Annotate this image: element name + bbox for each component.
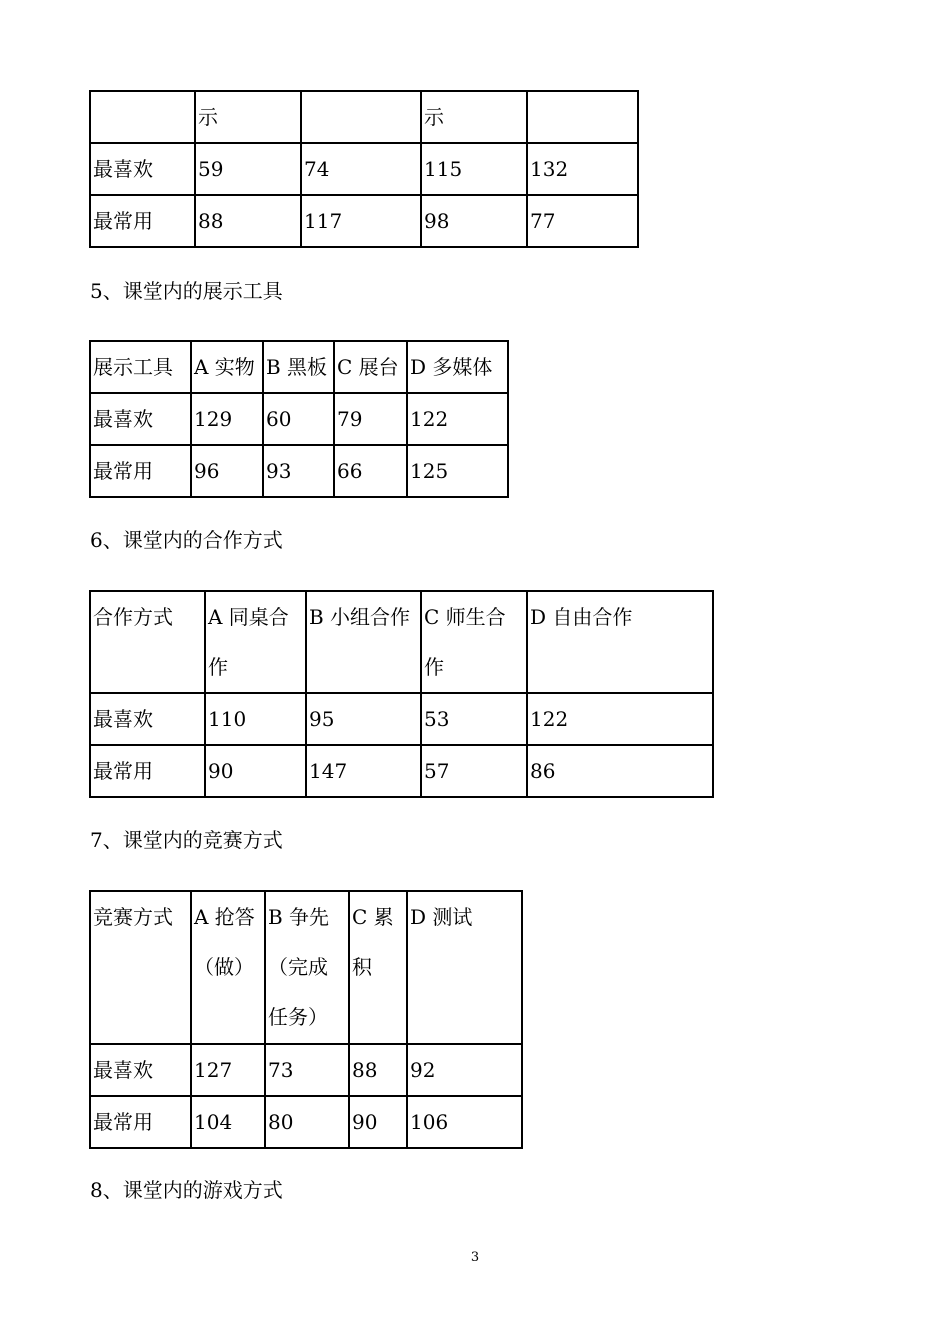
table-row (90, 445, 508, 497)
table-header-cell: 合作方式 (90, 591, 205, 693)
table-row (90, 195, 638, 247)
table-cell: 129 (191, 393, 263, 445)
table-display-tools (89, 340, 509, 498)
section-heading-competition: 7、课堂内的竞赛方式 (90, 828, 283, 852)
table-cell: 77 (527, 195, 638, 247)
table-cell: 90 (349, 1096, 407, 1148)
page-number: 3 (470, 1250, 480, 1265)
table-cell: 53 (421, 693, 527, 745)
table-cell: 117 (301, 195, 421, 247)
row-label: 最喜欢 (90, 143, 195, 195)
table-header-cell: A 抢答（做） (191, 891, 265, 1044)
table-header-cell: C 展台 (334, 341, 407, 393)
table-cell: 86 (527, 745, 713, 797)
row-label: 最常用 (90, 1096, 191, 1148)
table-row (90, 591, 713, 693)
table-cell: 115 (421, 143, 527, 195)
table-row (90, 143, 638, 195)
table-cell: 88 (349, 1044, 407, 1096)
table-cell: 79 (334, 393, 407, 445)
table-cell: 74 (301, 143, 421, 195)
table-cell: 122 (527, 693, 713, 745)
table-cell: 66 (334, 445, 407, 497)
table-competition (89, 890, 523, 1149)
table-header-cell: B 争先（完成任务） (265, 891, 349, 1044)
table-cell (90, 91, 195, 143)
table-cell: 57 (421, 745, 527, 797)
table-row (90, 891, 522, 1044)
table-header-cell: D 测试 (407, 891, 522, 1044)
row-label: 最喜欢 (90, 1044, 191, 1096)
table-cell (527, 91, 638, 143)
table-header-cell: C 师生合作 (421, 591, 527, 693)
table-cell: 95 (306, 693, 421, 745)
table-cell: 73 (265, 1044, 349, 1096)
table-row (90, 1044, 522, 1096)
table-cell: 122 (407, 393, 508, 445)
section-heading-cooperation: 6、课堂内的合作方式 (90, 528, 283, 552)
table-row (90, 91, 638, 143)
table-cell: 92 (407, 1044, 522, 1096)
table-header-cell: A 实物 (191, 341, 263, 393)
table-cell: 147 (306, 745, 421, 797)
row-label: 最喜欢 (90, 393, 191, 445)
table-cell: 96 (191, 445, 263, 497)
table-cell: 示 (421, 91, 527, 143)
row-label: 最常用 (90, 745, 205, 797)
row-label: 最常用 (90, 195, 195, 247)
table-header-cell: A 同桌合作 (205, 591, 306, 693)
row-label: 最常用 (90, 445, 191, 497)
table-header-cell: D 自由合作 (527, 591, 713, 693)
table-row (90, 745, 713, 797)
table-cooperation (89, 590, 714, 798)
table-row (90, 693, 713, 745)
section-heading-display-tools: 5、课堂内的展示工具 (90, 279, 283, 303)
table-header-cell: C 累积 (349, 891, 407, 1044)
table-cell: 98 (421, 195, 527, 247)
table-cell: 示 (195, 91, 301, 143)
table-cell: 59 (195, 143, 301, 195)
table-header-cell: B 小组合作 (306, 591, 421, 693)
table-cell: 132 (527, 143, 638, 195)
table-cell: 104 (191, 1096, 265, 1148)
table-row (90, 341, 508, 393)
table-row (90, 393, 508, 445)
table-cell (301, 91, 421, 143)
table-cell: 88 (195, 195, 301, 247)
table-cell: 125 (407, 445, 508, 497)
table-cell: 80 (265, 1096, 349, 1148)
table-cell: 106 (407, 1096, 522, 1148)
table-header-cell: B 黑板 (263, 341, 334, 393)
section-heading-games: 8、课堂内的游戏方式 (90, 1178, 283, 1202)
table-cell: 90 (205, 745, 306, 797)
table-cell: 127 (191, 1044, 265, 1096)
table-header-cell: 竞赛方式 (90, 891, 191, 1044)
row-label: 最喜欢 (90, 693, 205, 745)
table-preference-continued (89, 90, 639, 248)
table-cell: 110 (205, 693, 306, 745)
table-header-cell: 展示工具 (90, 341, 191, 393)
table-cell: 60 (263, 393, 334, 445)
table-header-cell: D 多媒体 (407, 341, 508, 393)
table-row (90, 1096, 522, 1148)
table-cell: 93 (263, 445, 334, 497)
